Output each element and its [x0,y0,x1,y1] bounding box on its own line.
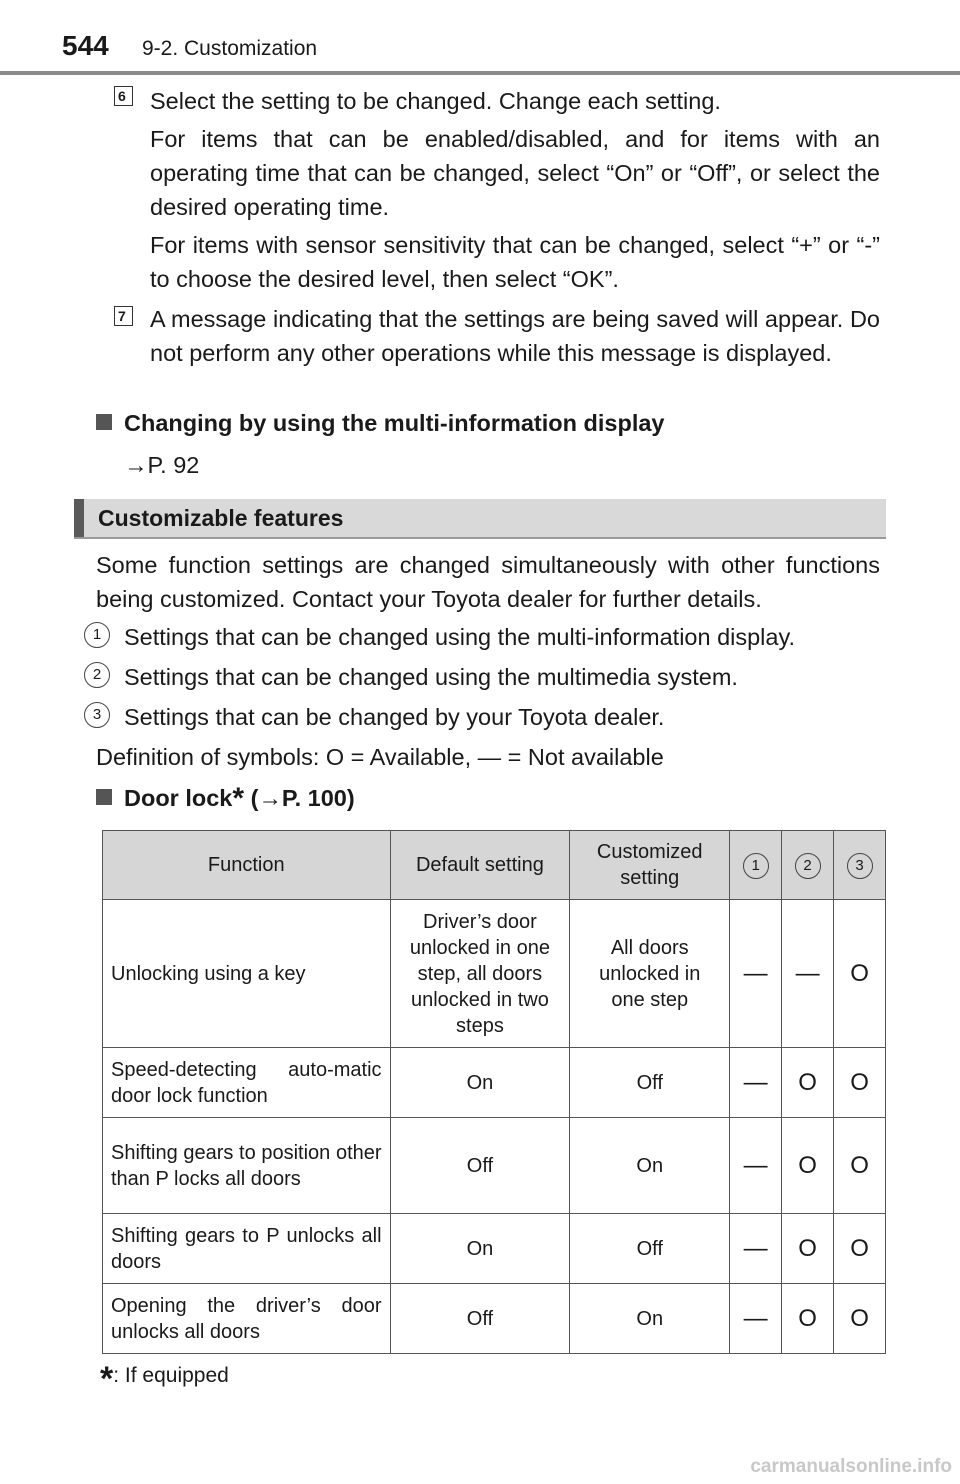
custom-cell: Off [570,1214,730,1284]
method-2-cell: — [782,900,834,1048]
default-cell: On [390,1214,570,1284]
circled-3-icon: 3 [84,702,110,728]
custom-cell: On [570,1118,730,1214]
default-cell: Off [390,1284,570,1354]
multi-info-heading: Changing by using the multi-information display [96,410,665,437]
method-3-cell: O [834,1118,886,1214]
custom-cell: All doors unlocked in one step [570,900,730,1048]
method-3-text: Settings that can be changed by your Toyota dealer. [124,704,665,730]
table-header-row [103,831,886,900]
method-3-cell: O [834,1214,886,1284]
method-1-cell: — [730,1118,782,1214]
method-1-cell: — [730,1214,782,1284]
default-cell: Driver’s door unlocked in one step, all doors unlocked in two steps [390,900,570,1048]
method-1-cell: — [730,1048,782,1118]
features-intro: Some function settings are changed simultaneously with other functions being customized. Contact your Toyota dealer for further details. [96,552,880,612]
custom-cell: On [570,1284,730,1354]
step-6-note-2: For items with sensor sensitivity that can be changed, select “+” or “-” to choose the desired level, then select “OK”. [150,232,880,292]
door-lock-page-link[interactable]: (→P. 100) [250,785,355,811]
step-6-text: Select the setting to be changed. Change each setting. [150,88,721,114]
page-number: 544 [62,30,109,61]
page-header [0,0,960,78]
method-2-text: Settings that can be changed using the multimedia system. [124,664,738,690]
custom-cell: Off [570,1048,730,1118]
door-lock-heading: Door lock* (→P. 100) [96,782,355,816]
table-row [103,900,886,1048]
method-1-cell: — [730,900,782,1048]
function-cell: Shifting gears to position other than P locks all doors [103,1118,391,1214]
method-2-cell: O [782,1284,834,1354]
table-row [103,1118,886,1214]
footnote-star: * [232,782,245,815]
customizable-features-heading: Customizable features [74,499,886,537]
watermark: carmanualsonline.info [750,1456,952,1477]
function-cell: Unlocking using a key [103,900,391,1048]
footnote [100,1360,229,1399]
footnote-text: : If equipped [113,1364,229,1387]
circled-2-icon: 2 [795,853,821,879]
header-method-3 [834,831,886,900]
step-7-text: A message indicating that the settings are being saved will appear. Do not perform any other operations while this message is displayed. [150,306,880,366]
circled-1-icon: 1 [743,853,769,879]
method-1-cell: — [730,1284,782,1354]
step-7-number: 7 [114,306,133,326]
method-2-cell: O [782,1118,834,1214]
section-title: 9-2. Customization [142,37,318,60]
door-lock-table [102,830,886,1354]
method-3-cell: O [834,900,886,1048]
method-2-cell: O [782,1048,834,1118]
header-method-1 [730,831,782,900]
step-6-note-1: For items that can be enabled/disabled, and for items with an operating time that can be changed, select “On” or “Off”, or select the desired operating time. [150,126,880,220]
table-row [103,1214,886,1284]
header-divider [0,71,960,75]
default-cell: On [390,1048,570,1118]
symbol-definition: Definition of symbols: O = Available, — = Not available [96,744,664,770]
multi-info-page-link[interactable]: →P. 92 [124,452,200,478]
square-bullet-icon [96,414,112,430]
method-3-cell: O [834,1284,886,1354]
method-3-cell: O [834,1048,886,1118]
method-2-cell: O [782,1214,834,1284]
circled-1-icon: 1 [84,622,110,648]
table-row [103,1284,886,1354]
footnote-star: * [100,1360,114,1398]
function-cell: Opening the driver’s door unlocks all doors [103,1284,391,1354]
header-default-setting: Default setting [390,831,570,900]
default-cell: Off [390,1118,570,1214]
circled-3-icon: 3 [847,853,873,879]
features-divider [74,537,886,539]
method-1-text: Settings that can be changed using the multi-information display. [124,624,796,650]
table-row [103,1048,886,1118]
header-function: Function [103,831,391,900]
step-6-number: 6 [114,86,133,106]
header-customized-setting: Customized setting [570,831,730,900]
function-cell: Speed-detecting auto-matic door lock function [103,1048,391,1118]
header-method-2 [782,831,834,900]
circled-2-icon: 2 [84,662,110,688]
square-bullet-icon [96,789,112,805]
function-cell: Shifting gears to P unlocks all doors [103,1214,391,1284]
